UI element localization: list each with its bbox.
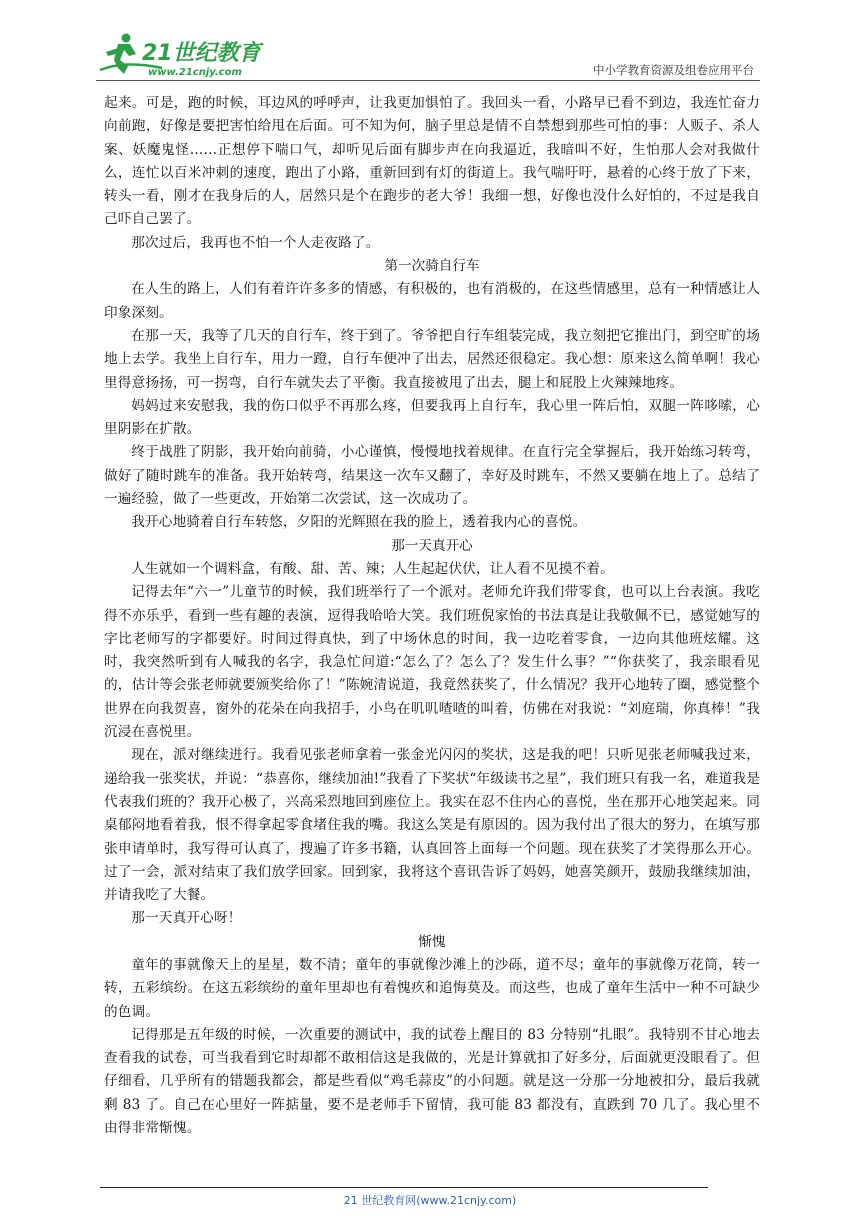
article-body	[104, 92, 760, 1140]
paragraph: 记得去年“六一”儿童节的时候，我们班举行了一个派对。老师允许我们带零食，也可以上台表演。我吃得不亦乐乎，看到一些有趣的表演，逗得我哈哈大笑。我们班倪家怡的书法真是让我敬佩不已，感觉她写的字比老师写的字都要好。时间过得真快，到了中场休息的时间，我一边吃着零食，一边向其他班炫耀。这时，我突然听到有人喊我的名字，我急忙问道:“怎么了？怎么了？发生什么事？”“你获奖了，我亲眼看见的，估计等会张老师就要颁奖给你了！”陈婉清说道，我竟然获奖了，什么情况？我开心地转了圈，感觉整个世界在向我贺喜，窗外的花朵在向我招手，小鸟在叽叽喳喳的叫着，仿佛在对我说：“刘庭瑞，你真棒！”我沉浸在喜悦里。	[104, 584, 760, 741]
footer-divider	[100, 1187, 708, 1188]
paragraph: 起来。可是，跑的时候，耳边风的呼呼声，让我更加惧怕了。我回头一看，小路早已看不到边，我连忙奋力向前跑，好像是要把害怕给甩在后面。可不知为何，脑子里总是情不自禁想到那些可怕的事：人贩子、杀人案、妖魔鬼怪……正想停下喘口气，却听见后面有脚步声在向我逼近，我暗叫不好，生怕那人会对我做什么，连忙以百米冲刺的速度，跑出了小路，重新回到有灯的街道上。我气喘吁吁，悬着的心终于放了下来，转头一看，刚才在我身后的人，居然只是个在跑步的老大爷！我细一想，好像也没什么好怕的，不过是我自己吓自己罢了。	[104, 95, 760, 228]
header-divider	[96, 80, 760, 81]
paragraph: 妈妈过来安慰我，我的伤口似乎不再那么疼，但要我再上自行车，我心里一阵后怕，双腿一阵哆嗦，心里阴影在扩散。	[104, 397, 760, 438]
section-heading: 那一天真开心	[391, 537, 473, 554]
logo-url: www.21cnjy.com	[148, 67, 242, 78]
paragraph: 记得那是五年级的时候，一次重要的测试中，我的试卷上醒目的 83 分特别“扎眼”。我特别不甘心地去查看我的试卷，可当我看到它时却都不敢相信这是我做的，光是计算就扣了好多分，后面就更没眼看了。但仔细看，几乎所有的错题我都会，都是些看似“鸡毛蒜皮”的小问题。就是这一分那一分地被扣分，最后我就剩 83 了。自己在心里好一阵掂量，要不是老师手下留情，我可能 83 都没有，直跌到 70 几了。我心里不由得非常惭愧。	[104, 1026, 760, 1137]
footer-link[interactable]: 21 世纪教育网(www.21cnjy.com)	[343, 1194, 517, 1207]
paragraph: 我开心地骑着自行车转悠，夕阳的光辉照在我的脸上，透着我内心的喜悦。	[131, 514, 587, 531]
paragraph: 在那一天，我等了几天的自行车，终于到了。爷爷把自行车组装完成，我立刻把它推出门，到空旷的场地上去学。我坐上自行车，用力一蹬，自行车便冲了出去，居然还很稳定。我心想：原来这么简单啊！我心里得意扬扬，可一拐弯，自行车就失去了平衡。我直接被甩了出去，腿上和屁股上火辣辣地疼。	[104, 327, 760, 391]
paragraph: 那一天真开心呀！	[131, 910, 242, 927]
logo-text: 21世纪教育	[142, 41, 261, 66]
site-logo	[96, 30, 356, 80]
section-heading: 惭愧	[418, 933, 446, 950]
platform-name: 中小学教育资源及组卷应用平台	[593, 63, 754, 77]
paragraph: 那次过后，我再也不怕一个人走夜路了。	[131, 234, 380, 251]
page-header	[96, 30, 760, 84]
paragraph: 人生就如一个调料盒，有酸、甜、苦、辣；人生起起伏伏，让人看不见摸不着。	[131, 560, 614, 577]
section-heading: 第一次骑自行车	[384, 258, 480, 275]
paragraph: 现在，派对继续进行。我看见张老师拿着一张金光闪闪的奖状，这是我的吧！只听见张老师喊我过来，递给我一张奖状，并说：“恭喜你，继续加油!”我看了下奖状“年级读书之星”，我们班只有我一名，难道我是代表我们班的？我开心极了，兴高采烈地回到座位上。我实在忍不住内心的喜悦，坐在那开心地笑起来。同桌郁闷地看着我，恨不得拿起零食堵住我的嘴。我这么笑是有原因的。因为我付出了很大的努力，在填写那张申请单时，我写得可认真了，搜遍了许多书籍，认真回答上面每一个问题。现在获奖了才笑得那么开心。过了一会，派对结束了我们放学回家。回到家，我将这个喜讯告诉了妈妈，她喜笑颜开，鼓励我继续加油，并请我吃了大餐。	[104, 747, 760, 904]
paragraph: 终于战胜了阴影，我开始向前骑，小心谨慎，慢慢地找着规律。在直行完全掌握后，我开始练习转弯，做好了随时跳车的准备。我开始转弯，结果这一次车又翻了，幸好及时跳车，不然又要躺在地上了。总结了一遍经验，做了一些更改，开始第二次尝试，这一次成功了。	[104, 444, 760, 508]
logo-runner-icon	[122, 34, 131, 43]
paragraph: 童年的事就像天上的星星，数不清；童年的事就像沙滩上的沙砾，道不尽；童年的事就像万花筒，转一转，五彩缤纷。在这五彩缤纷的童年里却也有着愧疚和追悔莫及。而这些，也成了童年生活中一种不可缺少的色调。	[104, 956, 760, 1020]
paragraph: 在人生的路上，人们有着许许多多的情感，有积极的，也有消极的，在这些情感里，总有一种情感让人印象深刻。	[104, 281, 760, 321]
